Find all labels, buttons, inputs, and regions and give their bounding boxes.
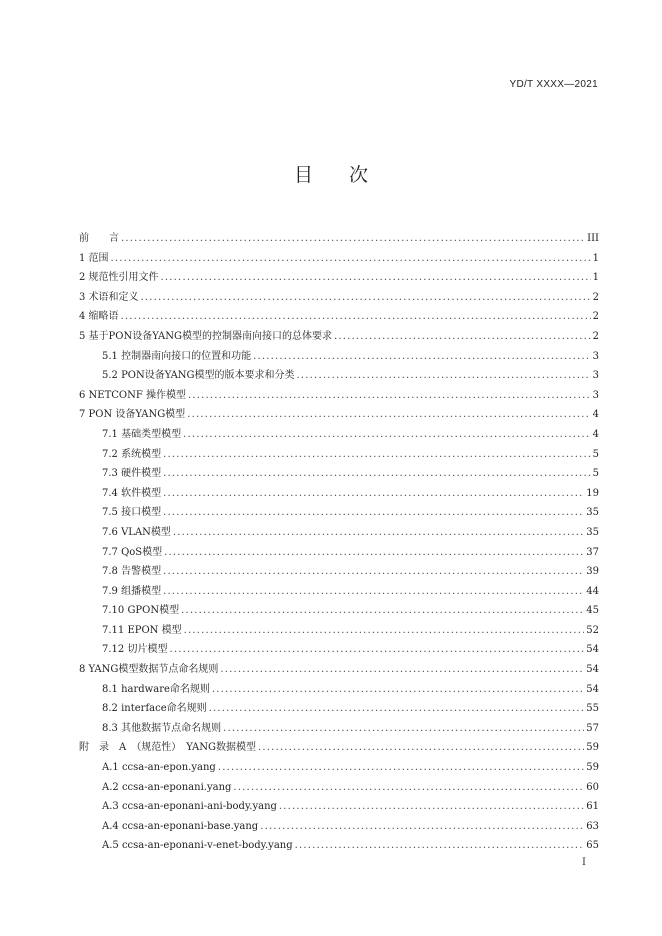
toc-entry-title: 5 基于PON设备YANG模型的控制器南向接口的总体要求 (79, 330, 333, 342)
toc-leader-dots (163, 562, 584, 582)
toc-entry-page: 65 (586, 840, 599, 852)
table-of-contents (79, 229, 599, 856)
toc-entry[interactable] (79, 640, 599, 660)
toc-entry-title: 7.5 接口模型 (102, 507, 162, 519)
toc-entry[interactable] (79, 758, 599, 778)
toc-entry-title: 7.11 EPON 模型 (102, 624, 182, 636)
toc-entry-page: 54 (586, 683, 599, 695)
toc-entry[interactable] (79, 660, 599, 680)
toc-entry-page: 57 (586, 722, 599, 734)
toc-leader-dots (212, 680, 584, 700)
toc-entry-title: 8.3 其他数据节点命名规则 (102, 722, 222, 734)
toc-entry-page: 2 (592, 291, 599, 303)
toc-leader-dots (218, 758, 584, 778)
toc-leader-dots (297, 366, 591, 386)
toc-entry-title: A.5 ccsa-an-eponani-v-enet-body.yang (102, 840, 293, 852)
toc-entry-title: 7.1 基础类型模型 (102, 428, 182, 440)
document-number: YD/T XXXX—2021 (509, 79, 598, 90)
toc-leader-dots (220, 660, 584, 680)
toc-entry-page: 1 (592, 272, 599, 284)
toc-leader-dots (121, 307, 591, 327)
toc-entry-page: 4 (592, 428, 599, 440)
toc-leader-dots (188, 386, 591, 406)
toc-leader-dots (181, 601, 584, 621)
toc-entry-page: 44 (586, 585, 599, 597)
toc-leader-dots (334, 327, 591, 347)
toc-entry-page: 37 (586, 546, 599, 558)
toc-entry-page: 5 (592, 468, 599, 480)
toc-entry[interactable] (79, 464, 599, 484)
toc-entry[interactable] (79, 817, 599, 837)
toc-entry[interactable] (79, 484, 599, 504)
toc-entry-page: 2 (592, 330, 599, 342)
toc-entry[interactable] (79, 562, 599, 582)
toc-entry-title: 7.6 VLAN模型 (102, 526, 171, 538)
toc-entry-title: 8 YANG模型数据节点命名规则 (79, 664, 219, 676)
toc-entry[interactable] (79, 425, 599, 445)
toc-entry-page: 35 (586, 526, 599, 538)
toc-entry-page: 3 (592, 389, 599, 401)
toc-leader-dots (163, 582, 584, 602)
toc-leader-dots (258, 738, 584, 758)
toc-entry-page: 45 (586, 605, 599, 617)
toc-entry[interactable] (79, 582, 599, 602)
toc-entry-title: 7.10 GPON模型 (102, 605, 180, 617)
toc-entry[interactable] (79, 543, 599, 563)
toc-entry-page: 3 (592, 350, 599, 362)
toc-entry-page: 4 (592, 409, 599, 421)
toc-entry[interactable] (79, 601, 599, 621)
toc-entry-title: 7.8 告警模型 (102, 566, 162, 578)
toc-entry[interactable] (79, 229, 599, 249)
toc-entry-title: 7.9 组播模型 (102, 585, 162, 597)
toc-entry-page: 5 (592, 448, 599, 460)
toc-entry-title: 8.2 interface命名规则 (102, 703, 207, 715)
toc-entry-page: 60 (586, 781, 599, 793)
toc-entry-title: A.1 ccsa-an-epon.yang (102, 762, 216, 774)
toc-entry-page: 59 (586, 742, 599, 754)
toc-entry[interactable] (79, 503, 599, 523)
toc-entry[interactable] (79, 719, 599, 739)
toc-entry-page: 61 (586, 801, 599, 813)
toc-entry[interactable] (79, 445, 599, 465)
toc-entry-title: 2 规范性引用文件 (79, 272, 159, 284)
toc-entry[interactable] (79, 523, 599, 543)
toc-leader-dots (279, 797, 584, 817)
toc-leader-dots (164, 543, 584, 563)
toc-entry-page: 52 (586, 624, 599, 636)
toc-leader-dots (111, 249, 591, 269)
toc-entry-title: A.2 ccsa-an-eponani.yang (102, 781, 232, 793)
page-title: 目 次 (293, 164, 369, 186)
toc-entry-title: 8.1 hardware命名规则 (102, 683, 210, 695)
toc-entry-title: 7 PON 设备YANG模型 (79, 409, 186, 421)
toc-leader-dots (163, 484, 584, 504)
toc-entry-title: 7.4 软件模型 (102, 487, 162, 499)
toc-leader-dots (183, 425, 591, 445)
toc-entry[interactable] (79, 347, 599, 367)
toc-leader-dots (295, 836, 585, 856)
toc-leader-dots (173, 523, 584, 543)
toc-entry-page: 3 (592, 370, 599, 382)
toc-leader-dots (223, 719, 584, 739)
toc-leader-dots (161, 268, 591, 288)
toc-entry-page: 54 (586, 664, 599, 676)
toc-entry[interactable] (79, 680, 599, 700)
toc-entry-page: III (587, 233, 599, 244)
toc-leader-dots (253, 347, 591, 367)
toc-entry[interactable] (79, 738, 599, 758)
toc-entry-title: 7.3 硬件模型 (102, 468, 162, 480)
toc-entry-page: 55 (586, 703, 599, 715)
toc-entry-page: 19 (586, 487, 599, 499)
toc-entry-page: 54 (586, 644, 599, 656)
toc-leader-dots (209, 699, 585, 719)
toc-entry-page: 35 (586, 507, 599, 519)
toc-leader-dots (184, 621, 585, 641)
toc-entry[interactable] (79, 386, 599, 406)
toc-entry-page: 2 (592, 311, 599, 323)
toc-entry-page: 39 (586, 566, 599, 578)
toc-entry-title: 7.7 QoS模型 (102, 546, 163, 558)
toc-entry[interactable] (79, 405, 599, 425)
toc-entry[interactable] (79, 836, 599, 856)
toc-leader-dots (163, 464, 591, 484)
toc-entry-title: 3 术语和定义 (79, 291, 139, 303)
toc-entry-page: 59 (586, 762, 599, 774)
toc-leader-dots (260, 817, 584, 837)
toc-entry-title: 1 范围 (79, 252, 109, 264)
toc-leader-dots (187, 405, 590, 425)
toc-entry-title: 5.1 控制器南向接口的位置和功能 (102, 350, 252, 362)
toc-entry-title: A.3 ccsa-an-eponani-ani-body.yang (102, 801, 277, 813)
toc-entry-title: 5.2 PON设备YANG模型的版本要求和分类 (102, 370, 295, 382)
toc-entry-title: 4 缩略语 (79, 311, 119, 323)
toc-entry[interactable] (79, 268, 599, 288)
page-number: I (582, 857, 586, 868)
toc-leader-dots (141, 288, 591, 308)
toc-entry-title: 前 言 (79, 233, 119, 244)
toc-entry[interactable] (79, 699, 599, 719)
toc-entry-title: 7.2 系统模型 (102, 448, 162, 460)
toc-entry-page: 1 (592, 252, 599, 264)
toc-entry[interactable] (79, 327, 599, 347)
toc-leader-dots (163, 445, 591, 465)
toc-entry-page: 63 (586, 820, 599, 832)
toc-entry-title: 7.12 切片模型 (102, 644, 168, 656)
toc-entry[interactable] (79, 249, 599, 269)
toc-entry[interactable] (79, 366, 599, 386)
toc-entry[interactable] (79, 621, 599, 641)
toc-entry[interactable] (79, 778, 599, 798)
toc-leader-dots (163, 503, 584, 523)
toc-leader-dots (169, 640, 584, 660)
toc-entry-title: A.4 ccsa-an-eponani-base.yang (102, 820, 259, 832)
toc-entry[interactable] (79, 797, 599, 817)
toc-leader-dots (121, 229, 585, 249)
toc-leader-dots (233, 778, 584, 798)
toc-entry[interactable] (79, 307, 599, 327)
toc-entry-title: 6 NETCONF 操作模型 (79, 389, 186, 401)
toc-entry-title: 附 录 A （规范性） YANG数据模型 (79, 742, 257, 754)
toc-entry[interactable] (79, 288, 599, 308)
